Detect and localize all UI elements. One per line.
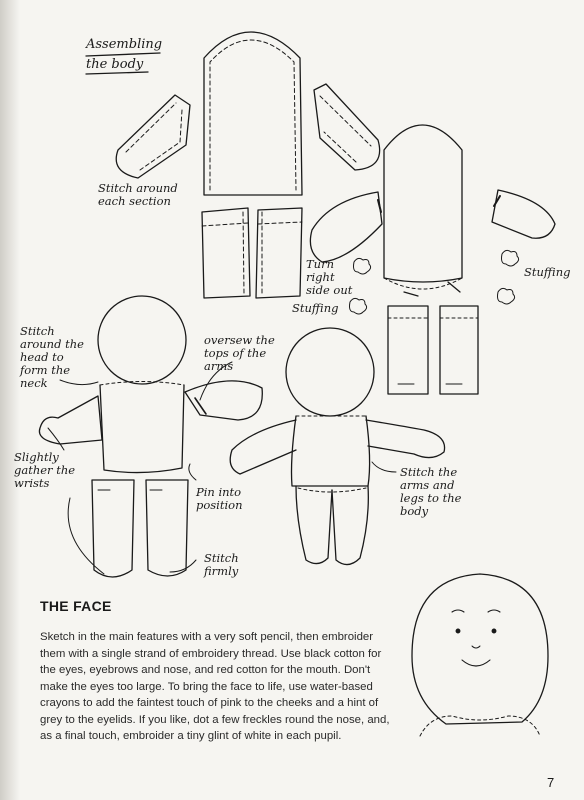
arm-piece-right-stitched	[314, 84, 380, 170]
label-stitch-around-each: Stitch around each section	[98, 181, 178, 208]
label-stuffing-right: Stuffing	[524, 265, 571, 279]
body-piece-stitched	[204, 32, 302, 195]
arrow-body-bottom	[404, 282, 460, 296]
label-pin-into-position: Pin into position	[196, 485, 243, 512]
arm-piece-left-stitched	[116, 95, 190, 178]
pointer-pin	[189, 464, 196, 480]
section-body-text: Sketch in the main features with a very soft pencil, then embroider them with a single strand of embroidery thread. Use black cotton for the eyes, eyebrows and nose, and red cotton for the mouth. Don't make the eyes too large. To bring the face to life, use water-based crayons to add the faintest touch of pink to the cheeks and a hint of grey to the eyelids. If you like, dot a few freckles round the nose, and, as a final touch, embroider a tiny glint of white in each pupil.	[40, 631, 390, 742]
face-illustration	[412, 574, 548, 736]
page-number: 7	[547, 775, 555, 790]
head-and-body-left	[98, 296, 186, 473]
label-oversew-tops: oversew the tops of the arms	[204, 333, 275, 373]
label-stitch-firmly: Stitch firmly	[204, 551, 239, 578]
label-turn-right-side-out: Turn right side out	[306, 257, 353, 297]
pointer-wrists	[48, 428, 64, 450]
arms-left-pieces	[39, 381, 262, 444]
body-turned-right-side-out	[384, 125, 462, 289]
label-slightly-gather: Slightly gather the wrists	[14, 450, 76, 490]
legs-left-pieces	[92, 480, 188, 577]
label-stitch-around-head: Stitch around the head to form the neck	[20, 324, 84, 390]
pointer-stitch-arms-legs	[372, 462, 396, 472]
label-stitch-arms-legs: Stitch the arms and legs to the body	[400, 465, 462, 518]
section-heading: THE FACE	[40, 598, 112, 614]
leg-pieces-stitched	[202, 208, 302, 298]
legs-turned-right	[388, 306, 478, 394]
title-the-body: the body	[86, 57, 144, 72]
arms-turned	[310, 190, 555, 262]
label-stuffing-left: Stuffing	[292, 301, 339, 315]
title-assembling: Assembling	[86, 37, 163, 52]
